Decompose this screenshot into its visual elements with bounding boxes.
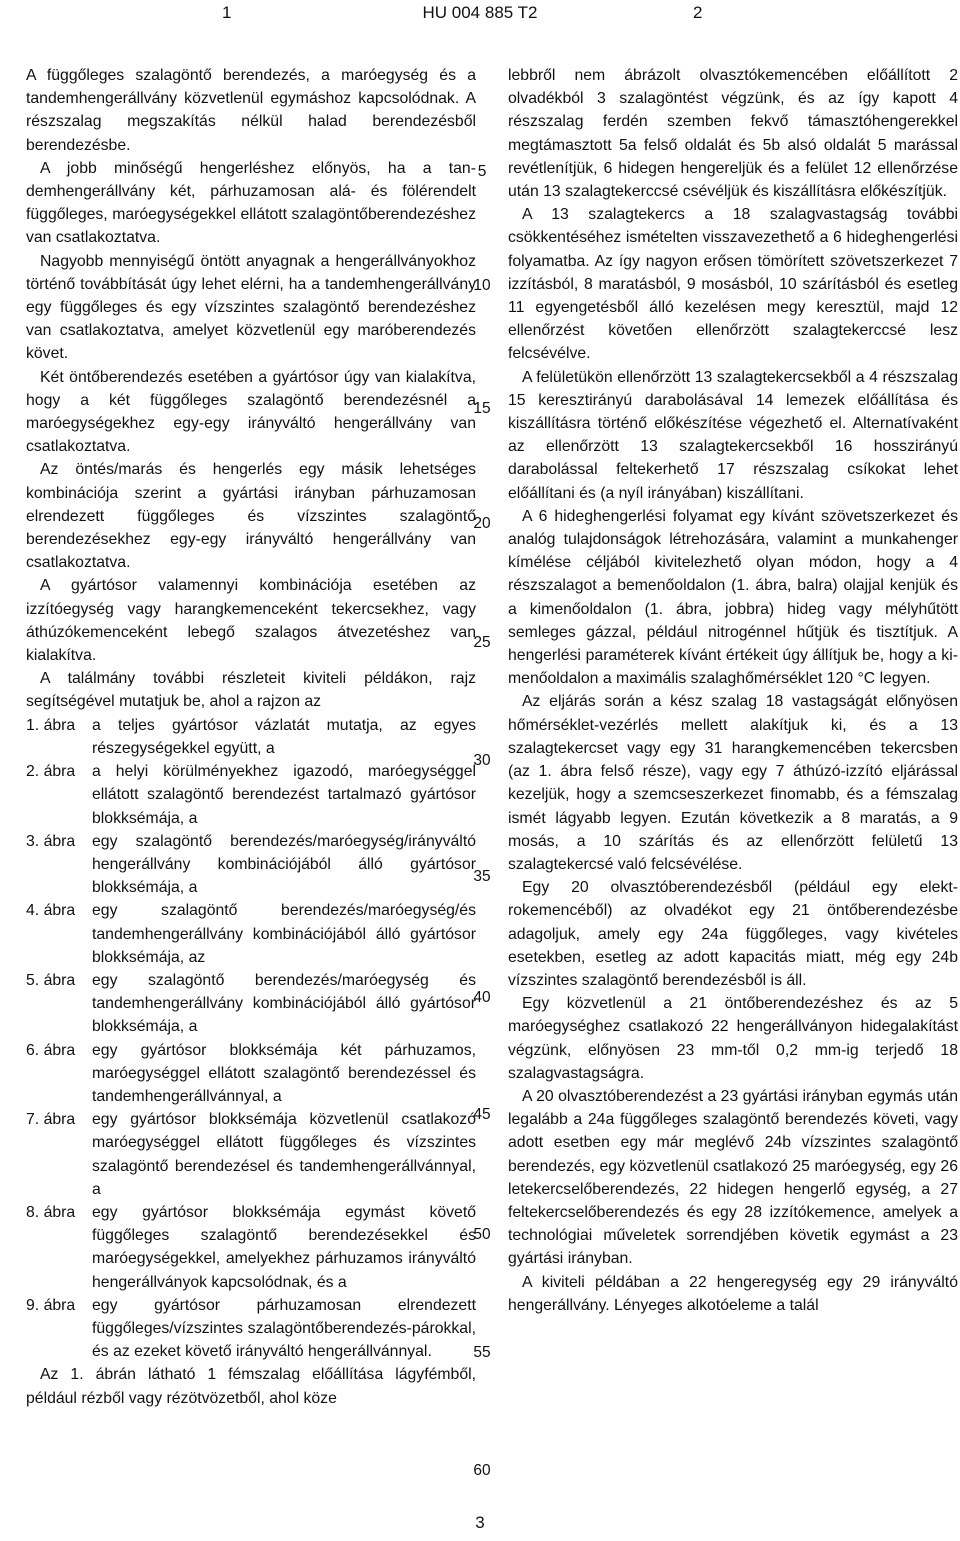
figure-number: 4. ábra	[26, 902, 76, 920]
figure-number: 9. ábra	[26, 1296, 76, 1314]
paragraph: A kiviteli példában a 22 hengeregység egy 29 irányváltó hengerállvány. Lényeges alkotóeleme a talál	[508, 1273, 958, 1314]
line-number: 55	[473, 1344, 491, 1361]
line-number: 10	[473, 277, 491, 294]
paragraph: lebbről nem ábrázolt olvasztókemencében előállított 2 olvadékból 3 szalagöntést végzünk, és az így kapott 4 részszalag ferdén szemben fekvő támasztóhengerekkel megtámasztott 5a felső oldalát és 5b alsó oldalát 5 marással revétlenítjük, 6 hidegen hengereljük és a felület 12 ellenőrzése után 13 szalagtekerccsé csévéljük és kiszállításra előkészítjük.	[508, 67, 958, 201]
figure-list-item	[26, 1294, 476, 1364]
paragraph: Az öntés/marás és hengerlés egy másik lehetséges kombinációja szerint a gyártási irányban párhuzamosan elrendezett függőleges és vízszintes szalagöntő berendezésekhez egy-egy irányváltó hengerállvány van csatlakoztatva.	[26, 461, 476, 572]
figure-description: egy szalagöntő berendezés/maróegység/irányváltó hengerállvány kombinációjából álló gyártósor blokksémája, a	[92, 832, 476, 897]
paragraph: A függőleges szalagöntő berendezés, a maróegység és a tandemhengerállvány közvetlenül egymáshoz kapcsolódnak. A részszalag megszakítás nélkül halad berendezésből berendezésbe.	[26, 67, 476, 154]
paragraph: Egy közvetlenül a 21 öntőberendezéshez és az 5 maróegységhez csatlakozó 22 hengerállványon hidegalakítást végzünk, előnyösen 23 mm-től 0,2 mm-ig terjedő 18 szalagvastagságra.	[508, 995, 958, 1082]
paragraph: A 13 szalagtekercs a 18 szalagvastagság további csökkentéséhez ismételten visszavezethető a 6 hideghengerlési folyamatba. Az így nagyon erősen tömörített szövetszerkezet 7 izzításból, 8 maratásból, 9 mosásból, 10 szárításból és esetleg 11 egyengetésből álló kezelésen megy keresztül, majd 12 ellenőrzést követően ellenőrzött szalagtekerccsé lesz felcsévélve.	[508, 206, 958, 363]
page-footer-number: 3	[475, 1513, 485, 1532]
figure-description: egy gyártósor blokksémája közvetlenül csatlakozó maróegységgel ellátott függőleges és vízszintes szalagöntő berendezésel és tandemhengerállvánnyal, a	[92, 1111, 476, 1198]
figure-description: a helyi körülményekhez igazodó, maróegységgel ellátott szalagöntő berendezést tartalmazó gyártósor blokksémája, a	[92, 763, 476, 827]
paragraph: Az eljárás során a kész szalag 18 vastagságát előnyösen hőmérséklet-vezérlés mellett alakítjuk ki, és a 13 szalagtekercset vagy egy 31 harangkemencében tekercsben (az 1. ábra felső része), vagy egy 7 áthúzó-izzító eljárással kezeljük, hogy a szemcseszerkezet finomabb, és a fémszalag ismét lágyabb legyen. Ezután következik a 8 maratás, a 9 mosás, a 10 szárítás és az ellenőrzött felületű 13 szalagtekercsé való felcsévélése.	[508, 693, 958, 873]
figure-number: 2. ábra	[26, 763, 76, 781]
paragraph: Az 1. ábrán látható 1 fémszalag előállítása lágyfémből, például rézből vagy rézötvözetből, ahol köze	[26, 1366, 476, 1407]
figure-description: egy gyártósor blokksémája egymást követő függőleges szalagöntő berendezésekkel és maróegységekkel, amelyekhez párhuzamos irányváltó hengerállványok kapcsolódnak, és a	[92, 1203, 476, 1291]
line-number: 45	[473, 1106, 491, 1123]
line-number: 5	[477, 163, 487, 180]
line-number: 35	[473, 868, 491, 885]
figure-description: egy szalagöntő berendezés/maróegység és tandemhengerállvány kombinációjából álló gyártósor blokksémája, a	[92, 971, 476, 1036]
line-number: 25	[473, 634, 491, 651]
figure-list-item	[26, 969, 476, 1039]
figure-number: 5. ábra	[26, 971, 76, 989]
page-header	[0, 0, 960, 28]
figure-list-item	[26, 760, 476, 830]
figure-number: 7. ábra	[26, 1111, 76, 1129]
right-column	[508, 64, 958, 1317]
figure-list-item	[26, 830, 476, 900]
figure-description: egy gyártósor párhuzamosan elrendezett függőleges/vízszintes szalagöntőberendezés-párokkal, és az ezeket követő irányváltó hengerállvánnyal.	[92, 1296, 476, 1361]
right-page-number: 2	[693, 3, 703, 22]
paragraph: Két öntőberendezés esetében a gyártósor úgy van kialakítva, hogy a két függőleges szalagöntő berendezésnél a maróegységekhez egy-egy irányváltó hengerállvány van csatlakoztatva.	[26, 368, 476, 456]
figure-number: 1. ábra	[26, 716, 76, 734]
left-page-number: 1	[222, 3, 232, 22]
paragraph: A találmány további részleteit kiviteli példákon, rajz segítségével mutatjuk be, ahol a rajzon az	[26, 670, 476, 711]
line-number: 30	[473, 752, 491, 769]
line-number: 15	[473, 400, 491, 417]
document-title: HU 004 885 T2	[422, 3, 538, 22]
figure-description: a teljes gyártósor vázlatát mutatja, az egyes részegységekkel együtt, a	[92, 716, 476, 757]
figure-list-item	[26, 1039, 476, 1109]
paragraph: A gyártósor valamennyi kombinációja esetében az izzítóegység vagy harangkemenceként tekercsekhez, vagy áthúzókemenceként lebegő szalagos átvezetéshez van kialakítva.	[26, 577, 476, 665]
figure-list-item	[26, 714, 476, 760]
paragraph: A felületükön ellenőrzött 13 szalagtekercsekből a 4 részszalag 15 keresztirányú darabolásával 14 lemezek előállítása és kiszállításra történő előkészítése végezhető el. Alternatívaként az ellenőrzött 13 szalagtekercsekből 16 hosszirányú darabolással feltekerhető 17 részszalag csíkokat lehet előállítani és (a nyíl irányában) kiszállítani.	[508, 368, 958, 502]
figure-list-item	[26, 1108, 476, 1201]
figure-number: 6. ábra	[26, 1041, 76, 1059]
figure-list	[26, 714, 476, 1364]
figure-number: 3. ábra	[26, 832, 76, 850]
left-column	[26, 64, 476, 1410]
line-number: 50	[473, 1226, 491, 1243]
figure-list-item	[26, 899, 476, 969]
paragraph: A jobb minőségű hengerléshez előnyös, ha a tandemhengerállvány két, párhuzamosan alá- és fölérendelt függőleges, maróegységekkel ellátott szalagöntőberendezéshez van csatlakoztatva.	[26, 159, 476, 247]
figure-description: egy szalagöntő berendezés/maróegység/és tandemhengerállvány kombinációjából álló gyártósor blokksémája, az	[92, 902, 476, 966]
paragraph: Nagyobb mennyiségű öntött anyagnak a hengerállványokhoz történő továbbítását úgy lehet elérni, ha a tandemhengerállvány egy függőleges és egy vízszintes szalagöntő berendezéshez van csatlakoztatva, amelyet közvetlenül egy maróberendezés követ.	[26, 252, 476, 363]
line-number: 20	[473, 515, 491, 532]
line-number: 60	[473, 1462, 491, 1479]
figure-number: 8. ábra	[26, 1203, 76, 1221]
paragraph: A 20 olvasztóberendezést a 23 gyártási irányban egymás után legalább a 24a függőleges szalagöntő berendezés követi, vagy adott esetben egy már meglévő 24b vízszintes szalagöntő berendezés, egy közvetlenül csatlakozó 25 maróegység, egy 26 letekercselőberendezés, 22 hidegen hengerlő egység, a 27 feltekercselőberendezés és egy 28 izzítókemence, amelyek a technológiai műveletek sorrendjében követik egymást a 23 gyártási irányban.	[508, 1087, 958, 1268]
paragraph: Egy 20 olvasztóberendezésből (például egy elektrokemencéből) az olvadékot egy 21 öntőberendezésbe adagoljuk, amely egy 24a függőleges, vagy kivételes esetekben, esetleg az adott kapacitás miatt, még egy 24b vízszintes szalagöntő berendezésből is áll.	[508, 879, 958, 989]
figure-list-item	[26, 1201, 476, 1294]
figure-description: egy gyártósor blokksémája két párhuzamos, maróegységgel ellátott szalagöntő berendezéssel és tandemhengerállvánnyal, a	[92, 1041, 476, 1105]
line-number: 40	[473, 989, 491, 1006]
paragraph: A 6 hideghengerlési folyamat egy kívánt szövetszerkezet és analóg tulajdonságok létrehozására, valamint a munkahenger kímélése céljából kivitelezhető olyan módon, hogy a 4 részszalagot a bemenőoldalon (1. ábra, balra) olajjal kenjük és a kimenőoldalon (1. ábra, jobbra) hideg vagy mélyhűtött semleges gázzal, például nitrogénnel hűtjük és tisztítjuk. A hengerlési paraméterek kívánt értékeit úgy állítjuk be, hogy a kimenőoldalon a maximális szalaghőmérséklet 120 °C legyen.	[508, 507, 958, 688]
